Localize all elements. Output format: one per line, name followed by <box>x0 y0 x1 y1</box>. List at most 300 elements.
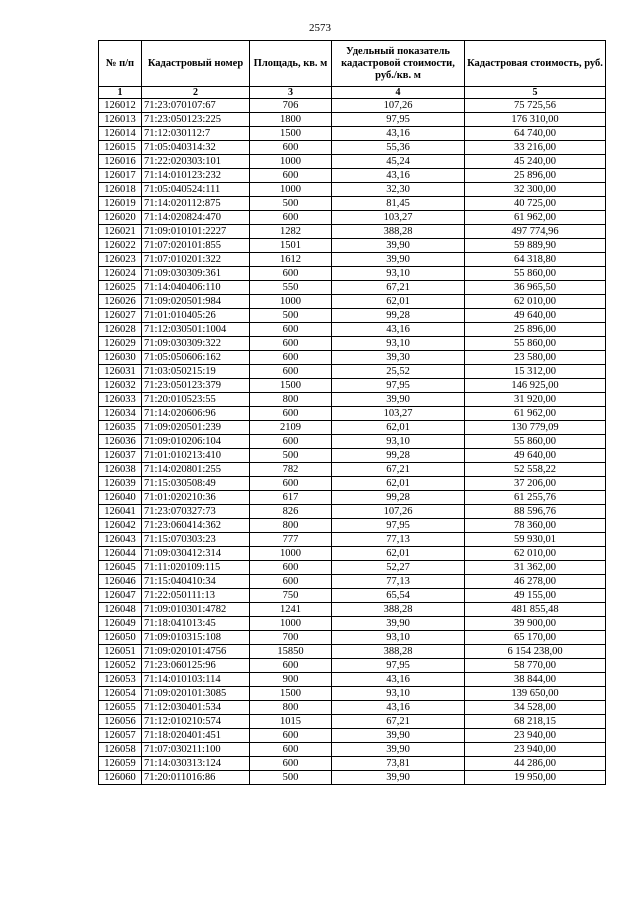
cadastral-value-cell: 59 930,01 <box>465 533 606 547</box>
cadastral-value-cell: 25 896,00 <box>465 323 606 337</box>
table-row <box>99 281 606 295</box>
area-cell: 800 <box>250 701 332 715</box>
column-number-1: 1 <box>99 87 142 99</box>
cadastral-number-cell: 71:01:020210:36 <box>142 491 250 505</box>
column-number-2: 2 <box>142 87 250 99</box>
area-cell: 900 <box>250 673 332 687</box>
row-number-cell: 126033 <box>99 393 142 407</box>
cadastral-value-cell: 23 940,00 <box>465 729 606 743</box>
area-cell: 750 <box>250 589 332 603</box>
table-row <box>99 519 606 533</box>
cadastral-value-cell: 61 962,00 <box>465 407 606 421</box>
row-number-cell: 126022 <box>99 239 142 253</box>
specific-value-cell: 388,28 <box>332 603 465 617</box>
area-cell: 500 <box>250 771 332 785</box>
cadastral-number-cell: 71:22:050111:13 <box>142 589 250 603</box>
cadastral-value-cell: 45 240,00 <box>465 155 606 169</box>
area-cell: 706 <box>250 99 332 113</box>
table-row <box>99 197 606 211</box>
area-cell: 600 <box>250 323 332 337</box>
row-number-cell: 126016 <box>99 155 142 169</box>
cadastral-number-cell: 71:18:041013:45 <box>142 617 250 631</box>
specific-value-cell: 67,21 <box>332 281 465 295</box>
specific-value-cell: 45,24 <box>332 155 465 169</box>
table-row <box>99 463 606 477</box>
specific-value-cell: 39,90 <box>332 771 465 785</box>
cadastral-value-cell: 6 154 238,00 <box>465 645 606 659</box>
table-row <box>99 533 606 547</box>
row-number-cell: 126024 <box>99 267 142 281</box>
specific-value-cell: 39,90 <box>332 743 465 757</box>
row-number-cell: 126048 <box>99 603 142 617</box>
table-row <box>99 351 606 365</box>
row-number-cell: 126050 <box>99 631 142 645</box>
cadastral-value-table <box>98 40 606 785</box>
area-cell: 600 <box>250 169 332 183</box>
specific-value-cell: 107,26 <box>332 99 465 113</box>
column-numbers-row <box>99 87 606 99</box>
cadastral-value-cell: 39 900,00 <box>465 617 606 631</box>
cadastral-number-cell: 71:15:030508:49 <box>142 477 250 491</box>
cadastral-number-cell: 71:12:010210:574 <box>142 715 250 729</box>
cadastral-number-cell: 71:14:020112:875 <box>142 197 250 211</box>
column-number-5: 5 <box>465 87 606 99</box>
area-cell: 782 <box>250 463 332 477</box>
cadastral-number-cell: 71:14:010123:232 <box>142 169 250 183</box>
specific-value-cell: 99,28 <box>332 449 465 463</box>
area-cell: 1500 <box>250 127 332 141</box>
area-cell: 1000 <box>250 155 332 169</box>
cadastral-number-cell: 71:14:020606:96 <box>142 407 250 421</box>
cadastral-number-cell: 71:20:010523:55 <box>142 393 250 407</box>
specific-value-cell: 93,10 <box>332 337 465 351</box>
cadastral-number-cell: 71:14:020801:255 <box>142 463 250 477</box>
specific-value-cell: 43,16 <box>332 701 465 715</box>
cadastral-number-cell: 71:14:010103:114 <box>142 673 250 687</box>
specific-value-cell: 77,13 <box>332 533 465 547</box>
area-cell: 1500 <box>250 379 332 393</box>
table-row <box>99 239 606 253</box>
cadastral-value-cell: 49 640,00 <box>465 449 606 463</box>
cadastral-value-cell: 46 278,00 <box>465 575 606 589</box>
row-number-cell: 126035 <box>99 421 142 435</box>
cadastral-value-cell: 62 010,00 <box>465 295 606 309</box>
cadastral-value-cell: 176 310,00 <box>465 113 606 127</box>
cadastral-value-cell: 40 725,00 <box>465 197 606 211</box>
area-cell: 600 <box>250 659 332 673</box>
cadastral-number-cell: 71:23:070107:67 <box>142 99 250 113</box>
specific-value-cell: 103,27 <box>332 211 465 225</box>
table-row <box>99 337 606 351</box>
column-number-4: 4 <box>332 87 465 99</box>
specific-value-cell: 39,90 <box>332 617 465 631</box>
row-number-cell: 126017 <box>99 169 142 183</box>
row-number-cell: 126037 <box>99 449 142 463</box>
cadastral-value-cell: 19 950,00 <box>465 771 606 785</box>
table-row <box>99 421 606 435</box>
row-number-cell: 126040 <box>99 491 142 505</box>
area-cell: 826 <box>250 505 332 519</box>
cadastral-value-cell: 55 860,00 <box>465 337 606 351</box>
row-number-cell: 126044 <box>99 547 142 561</box>
specific-value-cell: 93,10 <box>332 267 465 281</box>
table-row <box>99 701 606 715</box>
table-row <box>99 547 606 561</box>
cadastral-value-cell: 55 860,00 <box>465 267 606 281</box>
area-cell: 600 <box>250 757 332 771</box>
table-row <box>99 589 606 603</box>
cadastral-number-cell: 71:09:010101:2227 <box>142 225 250 239</box>
specific-value-cell: 25,52 <box>332 365 465 379</box>
specific-value-cell: 43,16 <box>332 169 465 183</box>
area-cell: 1501 <box>250 239 332 253</box>
cadastral-number-cell: 71:07:010201:322 <box>142 253 250 267</box>
cadastral-number-cell: 71:09:020501:984 <box>142 295 250 309</box>
area-cell: 1000 <box>250 547 332 561</box>
cadastral-value-cell: 58 770,00 <box>465 659 606 673</box>
table-row <box>99 491 606 505</box>
area-cell: 600 <box>250 211 332 225</box>
cadastral-number-cell: 71:23:060125:96 <box>142 659 250 673</box>
cadastral-number-cell: 71:09:030309:322 <box>142 337 250 351</box>
area-cell: 600 <box>250 141 332 155</box>
cadastral-number-cell: 71:22:020303:101 <box>142 155 250 169</box>
header-cadastral-number: Кадастровый номер <box>142 41 250 87</box>
table-row <box>99 659 606 673</box>
specific-value-cell: 62,01 <box>332 477 465 491</box>
row-number-cell: 126056 <box>99 715 142 729</box>
table-row <box>99 561 606 575</box>
cadastral-number-cell: 71:05:040524:111 <box>142 183 250 197</box>
specific-value-cell: 67,21 <box>332 463 465 477</box>
table-row <box>99 225 606 239</box>
cadastral-number-cell: 71:09:010301:4782 <box>142 603 250 617</box>
area-cell: 600 <box>250 575 332 589</box>
row-number-cell: 126054 <box>99 687 142 701</box>
cadastral-value-cell: 49 155,00 <box>465 589 606 603</box>
specific-value-cell: 97,95 <box>332 519 465 533</box>
row-number-cell: 126059 <box>99 757 142 771</box>
row-number-cell: 126039 <box>99 477 142 491</box>
area-cell: 1015 <box>250 715 332 729</box>
cadastral-number-cell: 71:05:050606:162 <box>142 351 250 365</box>
cadastral-number-cell: 71:03:050215:19 <box>142 365 250 379</box>
table-row <box>99 379 606 393</box>
area-cell: 1241 <box>250 603 332 617</box>
row-number-cell: 126060 <box>99 771 142 785</box>
area-cell: 800 <box>250 519 332 533</box>
table-row <box>99 771 606 785</box>
cadastral-number-cell: 71:14:020824:470 <box>142 211 250 225</box>
cadastral-value-cell: 38 844,00 <box>465 673 606 687</box>
row-number-cell: 126018 <box>99 183 142 197</box>
row-number-cell: 126034 <box>99 407 142 421</box>
area-cell: 1282 <box>250 225 332 239</box>
cadastral-value-cell: 25 896,00 <box>465 169 606 183</box>
cadastral-number-cell: 71:07:020101:855 <box>142 239 250 253</box>
cadastral-number-cell: 71:09:020101:4756 <box>142 645 250 659</box>
cadastral-value-cell: 68 218,15 <box>465 715 606 729</box>
area-cell: 1000 <box>250 295 332 309</box>
table-row <box>99 183 606 197</box>
area-cell: 500 <box>250 197 332 211</box>
row-number-cell: 126030 <box>99 351 142 365</box>
cadastral-number-cell: 71:07:030211:100 <box>142 743 250 757</box>
row-number-cell: 126015 <box>99 141 142 155</box>
specific-value-cell: 39,90 <box>332 239 465 253</box>
row-number-cell: 126026 <box>99 295 142 309</box>
specific-value-cell: 67,21 <box>332 715 465 729</box>
row-number-cell: 126047 <box>99 589 142 603</box>
area-cell: 500 <box>250 449 332 463</box>
row-number-cell: 126042 <box>99 519 142 533</box>
cadastral-number-cell: 71:12:030112:7 <box>142 127 250 141</box>
area-cell: 700 <box>250 631 332 645</box>
specific-value-cell: 107,26 <box>332 505 465 519</box>
row-number-cell: 126038 <box>99 463 142 477</box>
specific-value-cell: 39,30 <box>332 351 465 365</box>
cadastral-number-cell: 71:14:040406:110 <box>142 281 250 295</box>
cadastral-number-cell: 71:11:020109:115 <box>142 561 250 575</box>
specific-value-cell: 43,16 <box>332 323 465 337</box>
cadastral-number-cell: 71:05:040314:32 <box>142 141 250 155</box>
specific-value-cell: 62,01 <box>332 295 465 309</box>
cadastral-value-cell: 64 318,80 <box>465 253 606 267</box>
row-number-cell: 126036 <box>99 435 142 449</box>
specific-value-cell: 43,16 <box>332 127 465 141</box>
row-number-cell: 126046 <box>99 575 142 589</box>
specific-value-cell: 93,10 <box>332 687 465 701</box>
cadastral-number-cell: 71:14:030313:124 <box>142 757 250 771</box>
specific-value-cell: 97,95 <box>332 113 465 127</box>
table-row <box>99 127 606 141</box>
cadastral-number-cell: 71:01:010405:26 <box>142 309 250 323</box>
row-number-cell: 126051 <box>99 645 142 659</box>
area-cell: 2109 <box>250 421 332 435</box>
table-row <box>99 603 606 617</box>
cadastral-value-cell: 31 362,00 <box>465 561 606 575</box>
area-cell: 600 <box>250 365 332 379</box>
specific-value-cell: 97,95 <box>332 379 465 393</box>
specific-value-cell: 43,16 <box>332 673 465 687</box>
table-row <box>99 449 606 463</box>
specific-value-cell: 32,30 <box>332 183 465 197</box>
cadastral-number-cell: 71:20:011016:86 <box>142 771 250 785</box>
table-row <box>99 407 606 421</box>
row-number-cell: 126045 <box>99 561 142 575</box>
cadastral-value-cell: 34 528,00 <box>465 701 606 715</box>
row-number-cell: 126049 <box>99 617 142 631</box>
row-number-cell: 126014 <box>99 127 142 141</box>
cadastral-value-cell: 65 170,00 <box>465 631 606 645</box>
cadastral-number-cell: 71:09:030412:314 <box>142 547 250 561</box>
table-row <box>99 365 606 379</box>
cadastral-value-cell: 44 286,00 <box>465 757 606 771</box>
table-row <box>99 169 606 183</box>
table-row <box>99 113 606 127</box>
cadastral-value-cell: 130 779,09 <box>465 421 606 435</box>
table-row <box>99 575 606 589</box>
table-row <box>99 715 606 729</box>
specific-value-cell: 103,27 <box>332 407 465 421</box>
area-cell: 600 <box>250 561 332 575</box>
area-cell: 600 <box>250 743 332 757</box>
cadastral-value-cell: 61 255,76 <box>465 491 606 505</box>
cadastral-number-cell: 71:18:020401:451 <box>142 729 250 743</box>
table-row <box>99 631 606 645</box>
row-number-cell: 126020 <box>99 211 142 225</box>
cadastral-value-cell: 23 940,00 <box>465 743 606 757</box>
specific-value-cell: 97,95 <box>332 659 465 673</box>
area-cell: 1000 <box>250 617 332 631</box>
row-number-cell: 126021 <box>99 225 142 239</box>
cadastral-number-cell: 71:09:010206:104 <box>142 435 250 449</box>
cadastral-value-cell: 75 725,56 <box>465 99 606 113</box>
cadastral-number-cell: 71:09:020501:239 <box>142 421 250 435</box>
area-cell: 1612 <box>250 253 332 267</box>
table-row <box>99 729 606 743</box>
header-row-number: № п/п <box>99 41 142 87</box>
cadastral-value-cell: 146 925,00 <box>465 379 606 393</box>
table-row <box>99 477 606 491</box>
area-cell: 600 <box>250 435 332 449</box>
area-cell: 1800 <box>250 113 332 127</box>
cadastral-number-cell: 71:23:060414:362 <box>142 519 250 533</box>
cadastral-number-cell: 71:15:070303:23 <box>142 533 250 547</box>
row-number-cell: 126025 <box>99 281 142 295</box>
table-row <box>99 253 606 267</box>
row-number-cell: 126055 <box>99 701 142 715</box>
row-number-cell: 126023 <box>99 253 142 267</box>
row-number-cell: 126027 <box>99 309 142 323</box>
cadastral-value-cell: 55 860,00 <box>465 435 606 449</box>
cadastral-number-cell: 71:09:020101:3085 <box>142 687 250 701</box>
row-number-cell: 126012 <box>99 99 142 113</box>
cadastral-number-cell: 71:09:010315:108 <box>142 631 250 645</box>
row-number-cell: 126053 <box>99 673 142 687</box>
table-row <box>99 743 606 757</box>
table-body <box>99 99 606 785</box>
area-cell: 600 <box>250 477 332 491</box>
table-row <box>99 617 606 631</box>
row-number-cell: 126052 <box>99 659 142 673</box>
cadastral-value-cell: 33 216,00 <box>465 141 606 155</box>
table-row <box>99 141 606 155</box>
area-cell: 600 <box>250 407 332 421</box>
header-cadastral-value: Кадастровая стоимость, руб. <box>465 41 606 87</box>
area-cell: 600 <box>250 351 332 365</box>
cadastral-value-cell: 52 558,22 <box>465 463 606 477</box>
specific-value-cell: 388,28 <box>332 645 465 659</box>
cadastral-number-cell: 71:12:030401:534 <box>142 701 250 715</box>
area-cell: 1500 <box>250 687 332 701</box>
table-row <box>99 393 606 407</box>
row-number-cell: 126029 <box>99 337 142 351</box>
specific-value-cell: 77,13 <box>332 575 465 589</box>
specific-value-cell: 93,10 <box>332 435 465 449</box>
specific-value-cell: 73,81 <box>332 757 465 771</box>
cadastral-value-cell: 78 360,00 <box>465 519 606 533</box>
area-cell: 777 <box>250 533 332 547</box>
area-cell: 600 <box>250 267 332 281</box>
table-row <box>99 757 606 771</box>
row-number-cell: 126028 <box>99 323 142 337</box>
header-specific-value: Удельный показатель кадастровой стоимости, руб./кв. м <box>332 41 465 87</box>
cadastral-number-cell: 71:09:030309:361 <box>142 267 250 281</box>
cadastral-value-cell: 64 740,00 <box>465 127 606 141</box>
area-cell: 617 <box>250 491 332 505</box>
specific-value-cell: 65,54 <box>332 589 465 603</box>
row-number-cell: 126013 <box>99 113 142 127</box>
table-row <box>99 295 606 309</box>
cadastral-number-cell: 71:01:010213:410 <box>142 449 250 463</box>
cadastral-value-cell: 37 206,00 <box>465 477 606 491</box>
cadastral-number-cell: 71:12:030501:1004 <box>142 323 250 337</box>
cadastral-value-cell: 139 650,00 <box>465 687 606 701</box>
table-row <box>99 505 606 519</box>
table-row <box>99 435 606 449</box>
area-cell: 600 <box>250 337 332 351</box>
cadastral-value-cell: 15 312,00 <box>465 365 606 379</box>
table-row <box>99 323 606 337</box>
specific-value-cell: 93,10 <box>332 631 465 645</box>
row-number-cell: 126043 <box>99 533 142 547</box>
cadastral-value-cell: 497 774,96 <box>465 225 606 239</box>
cadastral-value-cell: 31 920,00 <box>465 393 606 407</box>
area-cell: 15850 <box>250 645 332 659</box>
area-cell: 600 <box>250 729 332 743</box>
area-cell: 500 <box>250 309 332 323</box>
row-number-cell: 126032 <box>99 379 142 393</box>
table-row <box>99 687 606 701</box>
specific-value-cell: 99,28 <box>332 491 465 505</box>
cadastral-number-cell: 71:15:040410:34 <box>142 575 250 589</box>
row-number-cell: 126058 <box>99 743 142 757</box>
row-number-cell: 126041 <box>99 505 142 519</box>
cadastral-number-cell: 71:23:050123:379 <box>142 379 250 393</box>
specific-value-cell: 62,01 <box>332 547 465 561</box>
table-header-row <box>99 41 606 87</box>
cadastral-value-cell: 23 580,00 <box>465 351 606 365</box>
cadastral-number-cell: 71:23:070327:73 <box>142 505 250 519</box>
area-cell: 1000 <box>250 183 332 197</box>
column-number-3: 3 <box>250 87 332 99</box>
table-row <box>99 645 606 659</box>
header-area: Площадь, кв. м <box>250 41 332 87</box>
table-row <box>99 99 606 113</box>
cadastral-number-cell: 71:23:050123:225 <box>142 113 250 127</box>
cadastral-value-cell: 62 010,00 <box>465 547 606 561</box>
table-row <box>99 267 606 281</box>
cadastral-value-cell: 481 855,48 <box>465 603 606 617</box>
specific-value-cell: 81,45 <box>332 197 465 211</box>
specific-value-cell: 99,28 <box>332 309 465 323</box>
row-number-cell: 126031 <box>99 365 142 379</box>
specific-value-cell: 52,27 <box>332 561 465 575</box>
specific-value-cell: 39,90 <box>332 729 465 743</box>
specific-value-cell: 55,36 <box>332 141 465 155</box>
cadastral-value-cell: 59 889,90 <box>465 239 606 253</box>
specific-value-cell: 39,90 <box>332 393 465 407</box>
table-row <box>99 155 606 169</box>
area-cell: 550 <box>250 281 332 295</box>
area-cell: 800 <box>250 393 332 407</box>
cadastral-value-cell: 32 300,00 <box>465 183 606 197</box>
specific-value-cell: 388,28 <box>332 225 465 239</box>
specific-value-cell: 39,90 <box>332 253 465 267</box>
row-number-cell: 126057 <box>99 729 142 743</box>
cadastral-value-cell: 88 596,76 <box>465 505 606 519</box>
